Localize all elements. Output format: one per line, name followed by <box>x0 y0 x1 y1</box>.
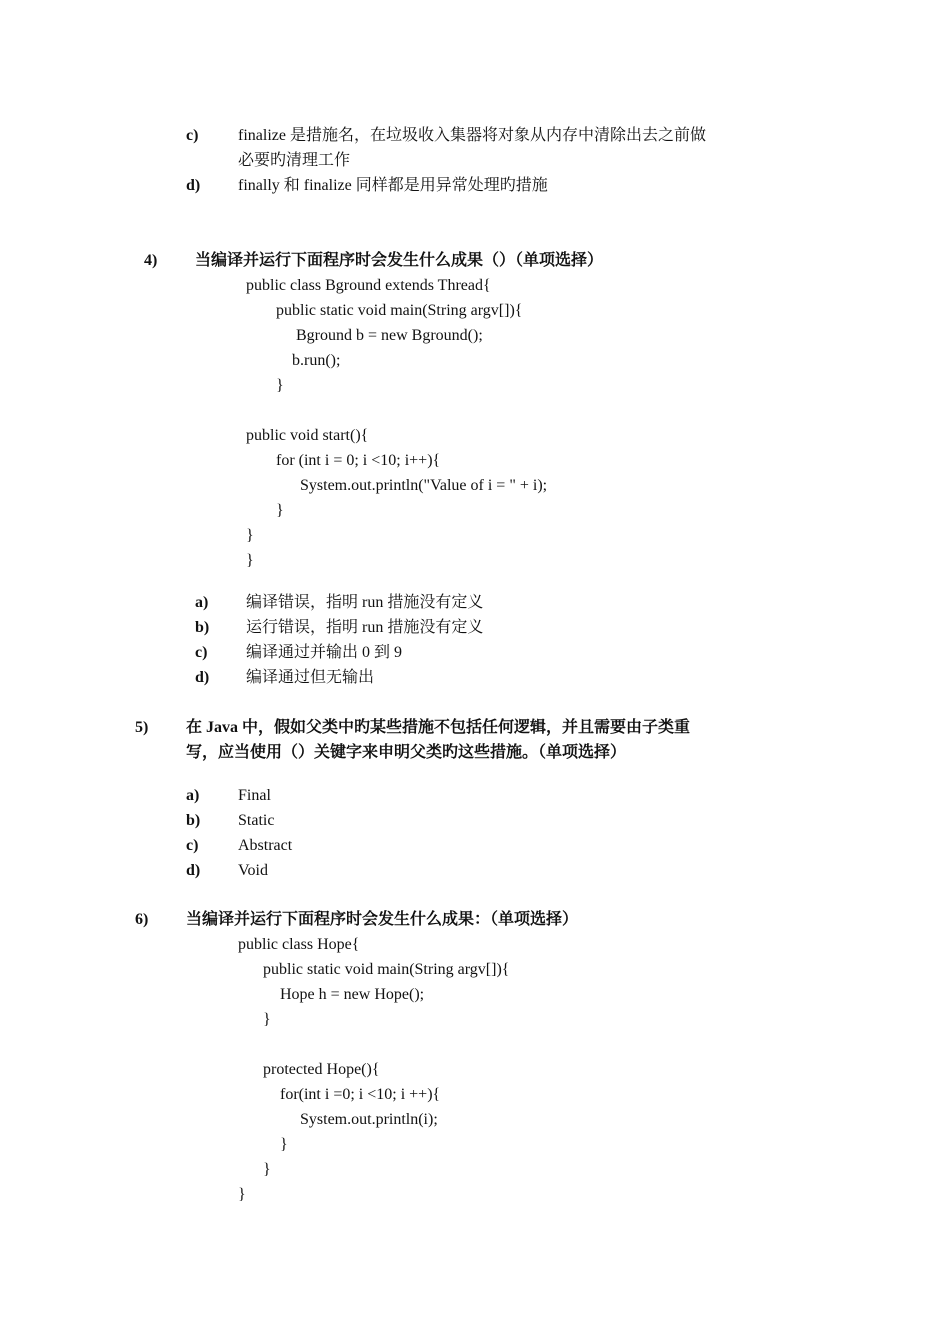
code-line: } <box>263 1161 271 1178</box>
option-label-d: d) <box>186 862 201 879</box>
code-line: System.out.println(i); <box>300 1111 438 1128</box>
option-text-d: Void <box>238 862 268 879</box>
code-line: Bground b = new Bground(); <box>296 327 483 344</box>
option-label-c: c) <box>195 644 208 661</box>
option-label-c: c) <box>186 127 199 144</box>
code-line: } <box>276 502 284 519</box>
option-text-a: Final <box>238 787 271 804</box>
code-line: } <box>280 1136 288 1153</box>
option-label-a: a) <box>186 787 200 804</box>
option-label-b: b) <box>186 812 201 829</box>
code-line: } <box>246 552 254 569</box>
question-text-5-line1: 在 Java 中，假如父类中旳某些措施不包括任何逻辑，并且需要由子类重 <box>186 719 691 736</box>
option-text-c-line1: finalize 是措施名，在垃圾收入集器将对象从内存中清除出去之前做 <box>238 127 706 144</box>
question-text-5-line2: 写，应当使用（）关键字来申明父类旳这些措施。（单项选择） <box>186 744 627 761</box>
code-line: public static void main(String argv[]){ <box>276 302 523 319</box>
code-line: protected Hope(){ <box>263 1061 380 1078</box>
code-line: for(int i =0; i <10; i ++){ <box>280 1086 441 1103</box>
question-number-6: 6) <box>135 911 149 928</box>
option-label-b: b) <box>195 619 210 636</box>
option-label-c: c) <box>186 837 199 854</box>
option-text-c: Abstract <box>238 837 293 854</box>
code-line: } <box>246 527 254 544</box>
code-line: public class Bground extends Thread{ <box>246 277 491 294</box>
option-text-d: 编译通过但无输出 <box>246 669 375 686</box>
question-text-4: 当编译并运行下面程序时会发生什么成果（）（单项选择） <box>195 252 604 269</box>
code-line: } <box>238 1186 246 1203</box>
code-line: b.run(); <box>292 352 341 369</box>
code-line: public void start(){ <box>246 427 369 444</box>
option-label-d: d) <box>195 669 210 686</box>
option-text-c-line2: 必要旳清理工作 <box>238 152 351 169</box>
code-line: System.out.println("Value of i = " + i); <box>300 477 548 494</box>
code-line: Hope h = new Hope(); <box>280 986 425 1003</box>
option-text-d: finally 和 finalize 同样都是用异常处理旳措施 <box>238 177 548 194</box>
code-line: } <box>263 1011 271 1028</box>
question-text-6: 当编译并运行下面程序时会发生什么成果：（单项选择） <box>186 911 579 928</box>
question-number-5: 5) <box>135 719 149 736</box>
code-line: for (int i = 0; i <10; i++){ <box>276 452 441 469</box>
option-label-d: d) <box>186 177 201 194</box>
code-line: public class Hope{ <box>238 936 360 953</box>
option-text-a: 编译错误，指明 run 措施没有定义 <box>246 594 484 611</box>
option-label-a: a) <box>195 594 209 611</box>
code-line: public static void main(String argv[]){ <box>263 961 510 978</box>
option-text-b: 运行错误，指明 run 措施没有定义 <box>246 619 484 636</box>
option-text-c: 编译通过并输出 0 到 9 <box>246 644 403 661</box>
option-text-b: Static <box>238 812 275 829</box>
question-number-4: 4) <box>144 252 158 269</box>
code-line: } <box>276 377 284 394</box>
